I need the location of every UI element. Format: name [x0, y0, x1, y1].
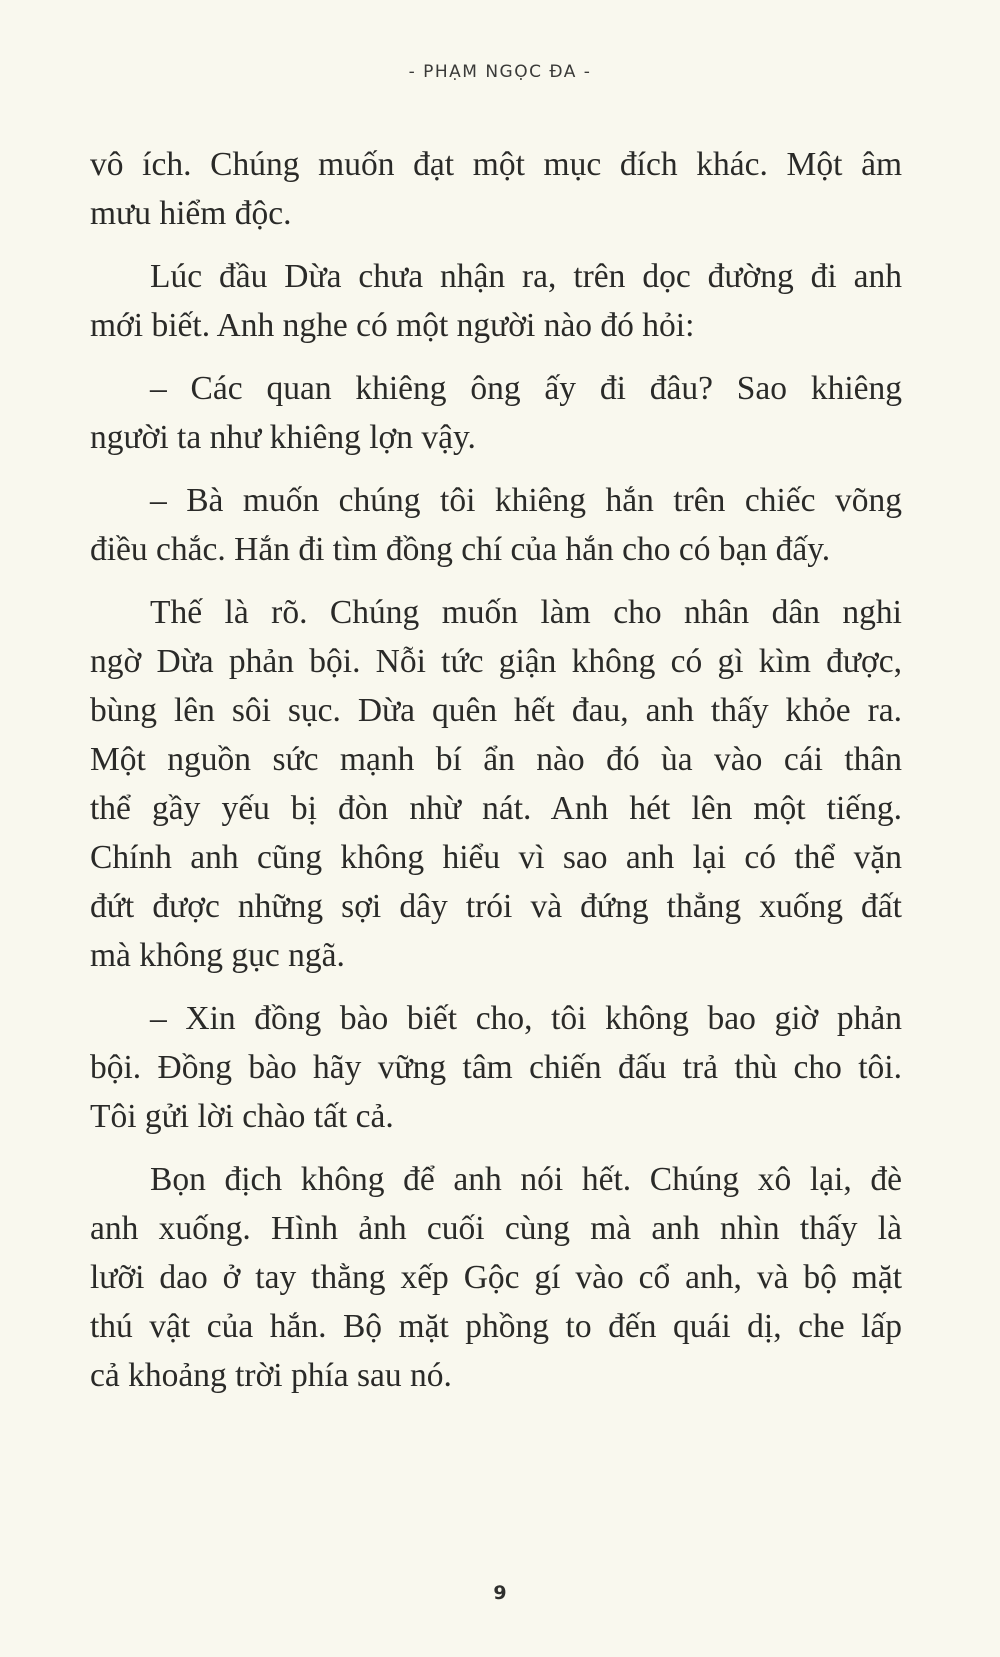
text-line: lưỡi dao ở tay thằng xếp Gộc gí vào cổ anh, và bộ mặt [90, 1259, 902, 1296]
page-body [90, 140, 902, 1414]
paragraph [90, 588, 902, 980]
text-line: người ta như khiêng lợn vậy. [90, 419, 476, 456]
paragraph [90, 1155, 902, 1400]
paragraph [90, 140, 902, 238]
text-line: thể gầy yếu bị đòn nhừ nát. Anh hét lên một tiếng. [90, 790, 902, 827]
text-line: Lúc đầu Dừa chưa nhận ra, trên dọc đường đi anh [150, 258, 902, 295]
text-line: Chính anh cũng không hiểu vì sao anh lại có thể vặn [90, 839, 902, 876]
paragraph [90, 476, 902, 574]
text-line: Một nguồn sức mạnh bí ẩn nào đó ùa vào cái thân [90, 741, 902, 778]
page-number: 9 [493, 1582, 507, 1604]
text-line: ngờ Dừa phản bội. Nỗi tức giận không có gì kìm được, [90, 643, 902, 680]
text-line: điều chắc. Hắn đi tìm đồng chí của hắn cho có bạn đấy. [90, 531, 831, 568]
text-line: mới biết. Anh nghe có một người nào đó hỏi: [90, 307, 695, 344]
text-line: cả khoảng trời phía sau nó. [90, 1357, 452, 1394]
text-line: Thế là rõ. Chúng muốn làm cho nhân dân nghi [150, 594, 902, 631]
paragraph [90, 364, 902, 462]
text-line: vô ích. Chúng muốn đạt một mục đích khác. Một âm [90, 146, 902, 183]
text-line: – Xin đồng bào biết cho, tôi không bao giờ phản [150, 1000, 902, 1037]
paragraph [90, 994, 902, 1141]
text-line: đứt được những sợi dây trói và đứng thẳng xuống đất [90, 888, 902, 925]
text-line: Tôi gửi lời chào tất cả. [90, 1098, 394, 1135]
text-line: anh xuống. Hình ảnh cuối cùng mà anh nhìn thấy là [90, 1210, 902, 1247]
text-line: bùng lên sôi sục. Dừa quên hết đau, anh thấy khỏe ra. [90, 692, 902, 729]
text-line: mà không gục ngã. [90, 937, 345, 974]
text-line: – Các quan khiêng ông ấy đi đâu? Sao khiêng [150, 370, 902, 407]
text-line: bội. Đồng bào hãy vững tâm chiến đấu trả thù cho tôi. [90, 1049, 902, 1086]
text-line: – Bà muốn chúng tôi khiêng hắn trên chiếc võng [150, 482, 902, 519]
running-header: - PHẠM NGỌC ĐA - [408, 62, 592, 82]
text-line: Bọn địch không để anh nói hết. Chúng xô lại, đè [150, 1161, 902, 1198]
text-line: mưu hiểm độc. [90, 195, 292, 232]
paragraph [90, 252, 902, 350]
text-line: thú vật của hắn. Bộ mặt phồng to đến quái dị, che lấp [90, 1308, 902, 1345]
